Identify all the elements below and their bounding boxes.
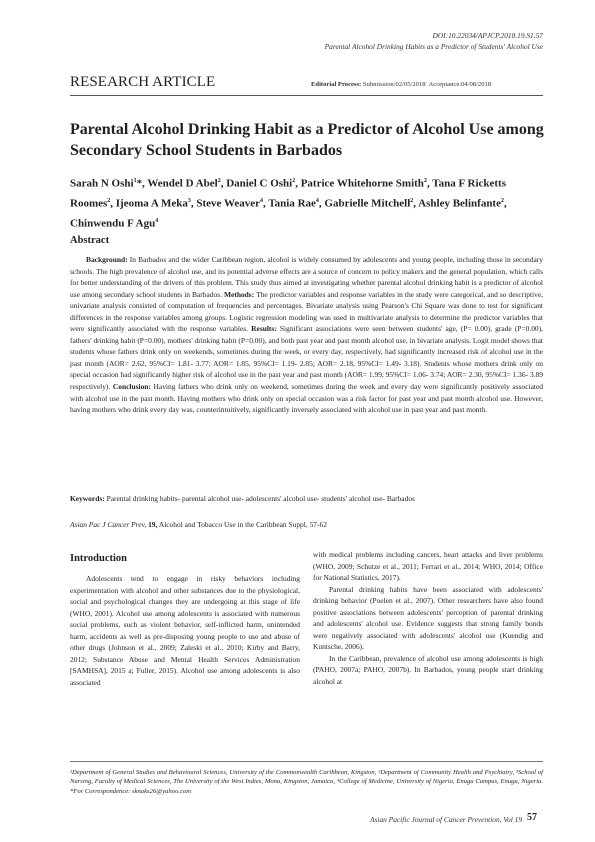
keywords-text: Parental drinking habits- parental alcohol use- adolescents' alcohol use- students' alcohol use- Barbados (104, 494, 415, 503)
author-affiliation-mark: 2 (423, 178, 427, 184)
author-separator: , (318, 197, 325, 210)
author-name: Gabrielle Mitchell (324, 197, 411, 210)
author-name: Ijeoma A Meka (115, 197, 188, 210)
author-name: Patrice Whitehorne Smith (300, 177, 424, 190)
author-affiliation-mark: 4 (260, 198, 264, 205)
author-separator: , (426, 177, 433, 190)
author-affiliation-mark: 2 (217, 178, 221, 184)
page-number: 57 (527, 812, 537, 823)
affiliations: ¹Department of General Studies and Behavioural Sciences, University of the Commonwealth Caribbean, Kingston, ²Department of Community Health and Psychiatry, ³School of Nursing, Faculty of Medical Sciences, The University of the West Indies, Mona, Kingston, Jamaica, ⁴College of Medicine, University of Nigeria, Enugu Campus, Enugu, Nigeria. *For Correspondence: sknaks26@yahoo.com (70, 769, 543, 795)
author-name: Wendel D Abel (147, 177, 218, 190)
citation-line (70, 519, 543, 530)
author-separator: , (110, 197, 116, 210)
author-separator: , (295, 177, 301, 190)
section-label: RESEARCH ARTICLE (70, 74, 216, 90)
methods-text: The predictor variables and response variables in the study were categorical, and so descriptive, univariate analysis consisted of computation of frequencies and percentages. Bivariate analysis using Pearson's Chi Square was done to test for significant differences in the response variables among groups. Logistic regression modeling was used in multivariate analysis to determine the predictor variables that were significantly associated with the response variables. (70, 289, 544, 334)
author-affiliation-mark: 2 (292, 178, 296, 184)
conclusion-label: Conclusion: (112, 382, 151, 392)
author-name: Tania Rae (268, 197, 316, 210)
results-label: Results: (251, 324, 277, 334)
author-name: Sarah N Oshi (70, 177, 134, 190)
citation-journal: Asian Pac J Cancer Prev, (70, 520, 147, 529)
journal-footer: Asian Pacific Journal of Cancer Prevention, Vol 19 (370, 815, 523, 824)
author-separator: , (263, 197, 269, 210)
author-affiliation-mark: 2 (107, 198, 111, 205)
article-title: Parental Alcohol Drinking Habit as a Predictor of Alcohol Use among Secondary School Students in Barbados (70, 121, 544, 159)
keywords (70, 493, 543, 504)
footnote-divider (70, 761, 543, 762)
intro-paragraph: Parental drinking habits have been associated with adolescents' drinking behavior (Poelen et al., 2007). Other researchers have also found positive associations between adolescents' perception of parental drinking and adolescents' alcohol use. Evidence suggests that strong family bonds were negatively associated with adolescents' alcohol use (Kuendig and Kuntsche, 2006). (313, 584, 543, 652)
citation-volume: 19, (146, 520, 158, 529)
author-affiliation-mark: 1 (133, 178, 137, 184)
abstract-body (70, 254, 543, 416)
results-text: Significant associations were seen between students' age, (P= 0.00), grade (P=0.00), fathers' drinking habit (P=0.00), mothers' drinking habit (P=0.00), and both past year and past month alcohol use, in bivariate analysis. Logit model shows that students whose fathers drink only on weekends, sometimes during the week, or every day, respectively, had significantly increased risk of alcohol use in the past month (AOR= 2.62, 95%CI= 1.81- 3.77; AOR= 1.85, 95%CI= 1.19- 2.85; AOR= 2.18, 95%CI= 1.49- 3.18). Students whose mothers drink only on special occasion had significantly higher risk of alcohol use in the past year and past month (AOR= 1.99, 95%CI= 1.06- 3.74; AOR= 2.30, 95%CI= 1.36- 3.89 respectively). (70, 324, 543, 392)
doi-header: DOI:10.22034/APJCP.2018.19.S1.57 (432, 31, 543, 40)
author-affiliation-mark: 2 (500, 198, 504, 205)
intro-paragraph: with medical problems including cancers, heart attacks and liver problems (WHO, 2009; Schutze et al., 2011; Ferrari et al., 2014; WHO, 2014; Office for National Statistics, 2017). (313, 550, 543, 583)
author-affiliation-mark: 4 (315, 198, 319, 205)
editorial-label: Editorial Process: (311, 81, 362, 88)
methods-label: Methods: (224, 289, 255, 299)
author-separator: , (190, 197, 197, 210)
background-label: Background: (86, 255, 128, 264)
author-separator: , (142, 177, 148, 190)
running-title: Parental Alcohol Drinking Habits as a Predictor of Students' Alcohol Use (324, 42, 543, 51)
editorial-process (311, 81, 491, 88)
introduction-heading: Introduction (70, 553, 127, 564)
introduction-left-column: Adolescents tend to engage in risky behaviors including experimentation with alcohol and other substances due to the physiological, social and psychological changes they are undergoing at this stage of life (WHO, 2001). Alcohol use among adolescents is associated with numerous social problems, such as violent behavior, self-inflicted harm, unintended harm, accidents as well as pre-disposing young people to use and abuse of other drugs (Johnson et al., 2009; Zaleski et al., 2010; Kirby and Barry, 2012; Substance Abuse and Mental Health Services Administration [SAMHSA], 2015 a; Fuller, 2015). Alcohol use among adolescents is also associated (70, 574, 300, 687)
header-divider (70, 95, 543, 96)
author-name: Steve Weaver (196, 197, 261, 210)
author-affiliation-mark: 4 (155, 218, 159, 225)
author-name: Tana F Ricketts Roomes (70, 177, 506, 210)
author-separator: , (503, 197, 507, 210)
author-name: Ashley Belinfante (418, 197, 501, 210)
background-text: In Barbados and the wider Caribbean region, alcohol is widely consumed by adolescents and young people, including those in secondary schools. The high prevalence of alcohol use, and its potential adverse effects are a source of concern to policy makers and the general population, which calls for better understanding of the drivers of this problem. This study thus aimed at investigating whether parental alcohol drinking habit is a predictor of alcohol use among secondary school students in Barbados. (70, 255, 543, 299)
abstract-heading: Abstract (70, 235, 110, 246)
corresponding-mark: * (136, 177, 143, 190)
intro-paragraph: In the Caribbean, prevalence of alcohol use among adolescents is high (PAHO, 2007a; PAHO, 2007b). In Barbados, young people start drinking alcohol at (313, 653, 543, 687)
author-name: Daniel C Oshi (226, 177, 293, 190)
author-separator: , (413, 197, 419, 210)
keywords-label: Keywords: (70, 494, 105, 503)
author-list (70, 173, 550, 233)
author-name: Chinwendu F Agu (70, 217, 156, 230)
author-separator: , (220, 177, 227, 190)
author-affiliation-mark: 3 (187, 198, 191, 205)
citation-rest: Alcohol and Tobacco Use in the Caribbean Suppl, 57-62 (157, 520, 327, 529)
author-affiliation-mark: 2 (410, 198, 414, 205)
introduction-right-column (313, 549, 543, 688)
conclusion-text: Having fathers who drink only on weekend, sometimes during the week and every day were significantly positively associated with alcohol use in the past month. Having mothers who drink only on special occasion was a risk factor for past year and past month alcohol use. However, having mothers who drink every day was, counterintuitively, significantly inversely associated with alcohol use in past year and past month. (70, 382, 543, 415)
acceptance-date: Acceptance:04/08/2018 (428, 81, 492, 88)
submission-date: Submission:02/05/2018 (362, 81, 426, 88)
